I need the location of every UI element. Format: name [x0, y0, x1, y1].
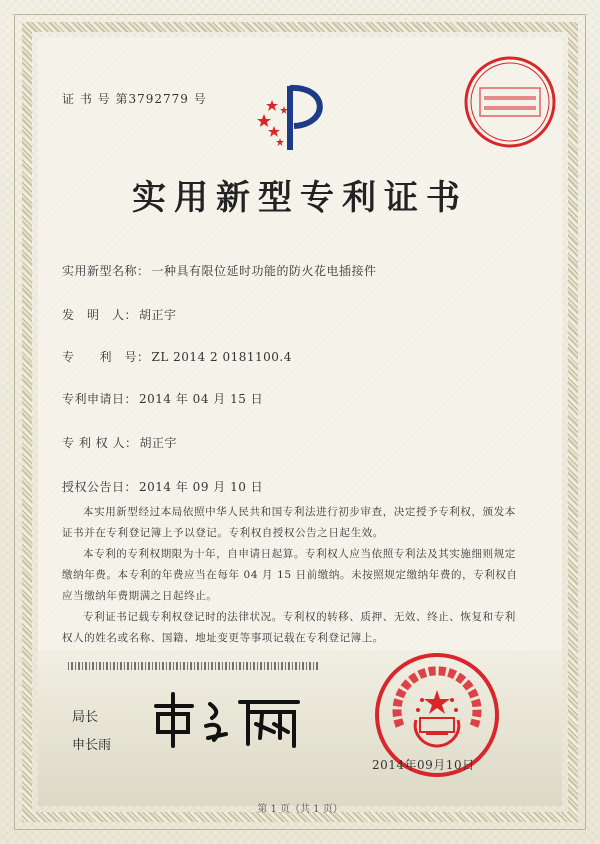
certificate-number: 证 书 号 第3792779 号	[62, 92, 207, 106]
patent-number-label: 专 利 号：	[62, 350, 150, 364]
certificate-title: 实用新型专利证书	[132, 178, 468, 218]
sipo-logo-icon	[250, 76, 330, 156]
field-model-name	[62, 262, 377, 279]
patentee-value: 胡正宇	[139, 436, 177, 450]
patentee-label: 专 利 权 人：	[62, 436, 138, 450]
seal-date: 2014年09月10日	[372, 758, 475, 772]
field-patentee	[62, 434, 177, 451]
barcode	[68, 662, 318, 670]
grant-date-value: 2014 年 09 月 10 日	[139, 480, 264, 494]
agency-seal-icon	[462, 54, 558, 150]
patent-number-value: ZL 2014 2 0181100.4	[151, 350, 292, 364]
paragraph-term: 本专利的专利权期限为十年，自申请日起算。专利权人应当依照专利法及其实施细则规定缴纳年费。本专利的年费应当在每年 04 月 15 日前缴纳。未按照规定缴纳年费的，专利权自应当缴纳年费期满之日起终止。	[62, 548, 518, 602]
grant-date-label: 授权公告日：	[62, 480, 138, 494]
paragraph-status: 专利证书记载专利权登记时的法律状况。专利权的转移、质押、无效、终止、恢复和专利权人的姓名或名称、国籍、地址变更等事项记载在专利登记簿上。	[62, 611, 516, 644]
page-number: 第 1 页（共 1 页）	[257, 804, 343, 815]
inventor-label: 发 明 人：	[62, 308, 138, 322]
director-title: 局长	[72, 710, 99, 725]
field-inventor	[62, 306, 177, 323]
model-name-label: 实用新型名称：	[62, 264, 150, 278]
director-name: 申长雨	[72, 738, 112, 753]
field-patent-number	[62, 348, 292, 365]
paragraph-grant: 本实用新型经过本局依照中华人民共和国专利法进行初步审查，决定授予专利权，颁发本证书并在专利登记簿上予以登记。专利权自授权公告之日起生效。	[62, 506, 516, 539]
signature-icon	[148, 684, 308, 754]
model-name-value: 一种具有限位延时功能的防火花电插接件	[151, 264, 377, 278]
legal-text	[62, 502, 522, 649]
field-grant-date	[62, 478, 263, 495]
filing-date-value: 2014 年 04 月 15 日	[139, 392, 264, 406]
field-filing-date	[62, 390, 263, 407]
inventor-value: 胡正宇	[139, 308, 177, 322]
filing-date-label: 专利申请日：	[62, 392, 138, 406]
